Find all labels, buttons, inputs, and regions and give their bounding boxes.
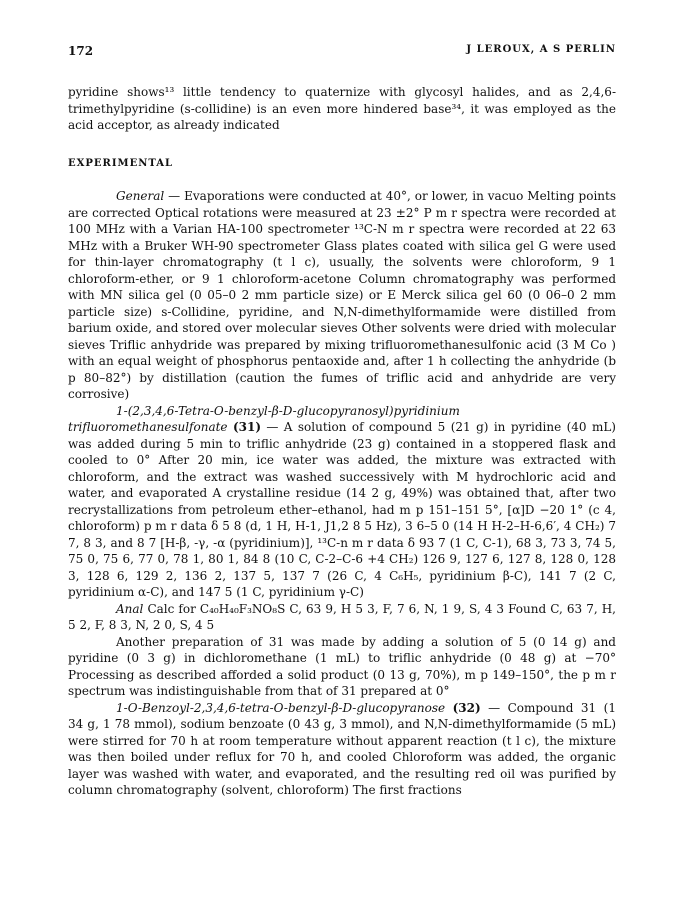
running-authors: J LEROUX, A S PERLIN — [466, 44, 616, 55]
analysis-paragraph — [68, 601, 616, 634]
compound-32-number: (32) — [452, 700, 481, 715]
page-number: 172 — [68, 44, 94, 58]
compound-32-paragraph — [68, 700, 616, 799]
another-preparation-paragraph: Another preparation of 31 was made by adding a solution of 5 (0 14 g) and pyridine (0 3 g) in dichloromethane (1 mL) to triflic anhydride (0 48 g) at −70° Processing as described afforded a solid product (0 13 g, 70%), m p 149–150°, the p m r spectrum was indistinguishable from that of 31 prepared at 0° — [68, 634, 616, 698]
intro-paragraph: pyridine shows¹³ little tendency to quaternize with glycosyl halides, and as 2,4,6-trimethylpyridine (s-collidine) is an even more hindered base³⁴, it was employed as the acid acceptor, as already indicated — [68, 85, 616, 132]
section-title: EXPERIMENTAL — [68, 157, 174, 169]
compound-31-heading: 1-(2,3,4,6-Tetra-O-benzyl-β-D-glucopyranosyl)pyridinium trifluoromethanesulfonate — [68, 403, 460, 434]
compound-32-text: — Compound 31 (1 34 g, 1 78 mmol), sodium benzoate (0 43 g, 3 mmol), and N,N-dimethylformamide (5 mL) were stirred for 70 h at room temperature without apparent reaction (t l c), the mixture was then boiled under reflux for 70 h, and cooled Chloroform was added, the organic layer was washed with water, and evaporated, and the resulting red oil was purified by column chromatography (solvent, chloroform) The first fractions — [68, 700, 616, 797]
analysis-text: Calc for C₄₀H₄₀F₃NO₈S C, 63 9, H 5 3, F, 7 6, N, 1 9, S, 4 3 Found C, 63 7, H, 5 2, F, 8 3, N, 2 0, S, 4 5 — [68, 601, 616, 632]
compound-31-number: (31) — [232, 420, 261, 434]
article-body — [68, 84, 616, 799]
general-paragraph — [68, 188, 616, 403]
analysis-heading: Anal — [116, 601, 144, 616]
page-header — [68, 44, 616, 60]
compound-31-text: — A solution of compound 5 (21 g) in pyridine (40 mL) was added during 5 min to triflic anhydride (23 g) contained in a stoppered flask and cooled to 0° After 20 min, ice water was added, the mixture was extracted with chloroform, and the extract was washed successively with M hydrochloric acid and water, and evaporated A crystalline residue (14 2 g, 49%) was obtained that, after two recrystallizations from petroleum ether–ethanol, had m p 151–151 5°, [α]D −20 1° (c 4, chloroform) p m r data δ 5 8 (d, 1 H, H-1, J1,2 8 5 Hz), 3 6–5 0 (14 H H-2–H-6,6′, 4 CH₂) 7 7, 8 3, and 8 7 [H-β, -γ, -α (pyridinium)], ¹³C-n m r data δ 93 7 (1 C, C-1), 68 3, 73 3, 74 5, 75 0, 75 6, 77 0, 78 1, 80 1, 84 8 (10 C, C-2–C-6 +4 CH₂) 126 9, 127 6, 127 8, 128 0, 128 3, 128 6, 129 2, 136 2, 137 5, 137 7 (26 C, 4 C₆H₅, pyridinium β-C), 141 7 (2 C, pyridinium α-C), and 147 5 (1 C, pyridinium γ-C) — [68, 420, 616, 599]
general-heading: General — [116, 189, 165, 203]
compound-31-paragraph — [68, 403, 616, 601]
general-text: — Evaporations were conducted at 40°, or lower, in vacuo Melting points are corrected Optical rotations were measured at 23 ±2° P m r spectra were recorded at 100 MHz with a Varian HA-100 spectrometer ¹³C-N m r spectra were recorded at 22 63 MHz with a Bruker WH-90 spectrometer Glass plates coated with silica gel G were used for thin-layer chromatography (t l c), usually, the solvents were chloroform, 9 1 chloroform-ether, or 9 1 chloroform-acetone Column chromatography was performed with MN silica gel (0 05–0 2 mm particle size) or E Merck silica gel 60 (0 06–0 2 mm particle size) s-Collidine, pyridine, and N,N-dimethylformamide were distilled from barium oxide, and stored over molecular sieves Other solvents were dried with molecular sieves Triflic anhydride was prepared by mixing trifluoromethanesulfonic acid (3 M Co ) with an equal weight of phosphorus pentaoxide and, after 1 h collecting the anhydride (b p 80–82°) by distillation (caution the fumes of triflic acid and anhydride are very corrosive) — [68, 189, 616, 401]
compound-32-heading: 1-O-Benzoyl-2,3,4,6-tetra-O-benzyl-β-D-glucopyranose — [116, 700, 446, 715]
